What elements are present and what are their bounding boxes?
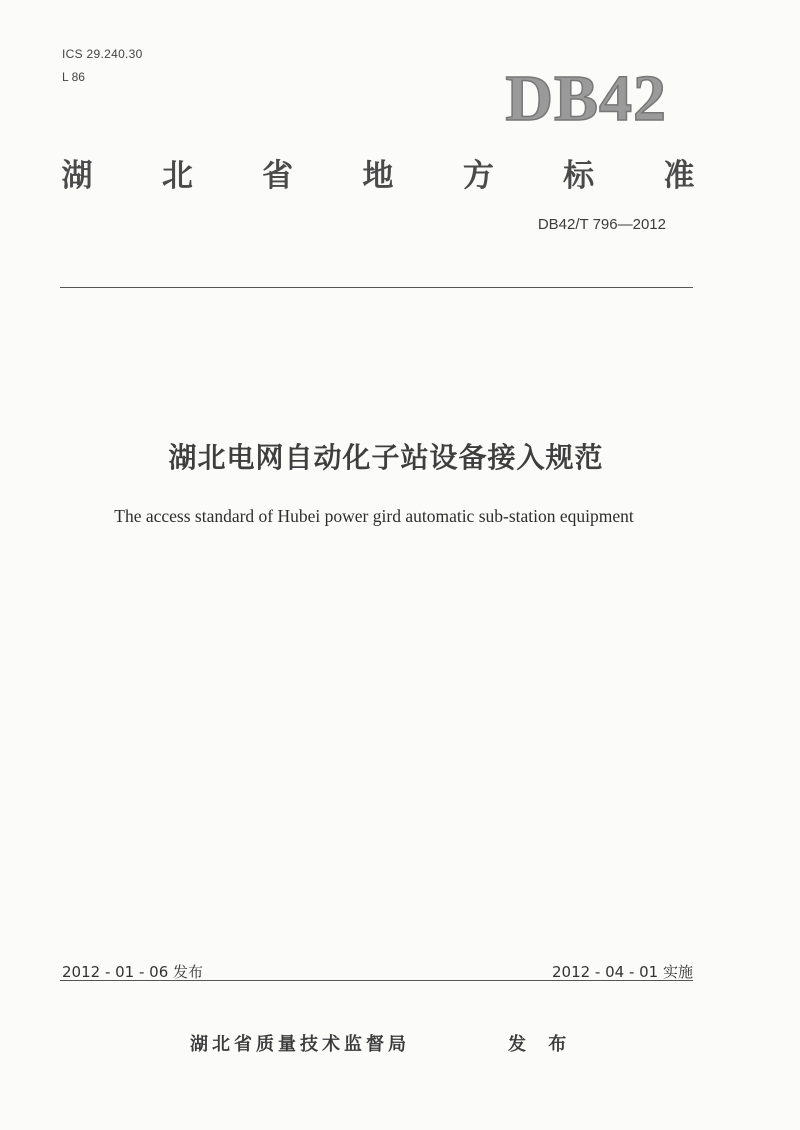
bottom-divider bbox=[60, 980, 693, 981]
issuing-authority: 湖北省质量技术监督局 bbox=[190, 1034, 410, 1055]
db42-logo: DB42 bbox=[505, 62, 667, 135]
standard-type-char: 标 bbox=[563, 158, 595, 194]
ics-code: ICS 29.240.30 bbox=[62, 47, 143, 61]
clc-code: L 86 bbox=[62, 70, 85, 84]
standard-type-char: 湖 bbox=[61, 158, 93, 194]
standard-type-char: 准 bbox=[663, 158, 695, 194]
standard-type-char: 地 bbox=[362, 158, 394, 194]
standard-type-char: 方 bbox=[462, 158, 494, 194]
english-title: The access standard of Hubei power gird automatic sub-station equipment bbox=[114, 506, 634, 526]
standard-number: DB42/T 796—2012 bbox=[537, 216, 666, 233]
implementation-date: 2012 - 04 - 01 实施 bbox=[551, 963, 693, 981]
issue-date: 2012 - 01 - 06 发布 bbox=[62, 963, 204, 981]
standard-type-heading bbox=[60, 156, 696, 196]
chinese-title: 湖北电网自动化子站设备接入规范 bbox=[168, 441, 604, 474]
top-divider bbox=[60, 287, 693, 288]
standard-type-char: 北 bbox=[161, 158, 193, 194]
issue-label: 发 布 bbox=[508, 1034, 575, 1055]
standard-type-char: 省 bbox=[262, 158, 294, 194]
